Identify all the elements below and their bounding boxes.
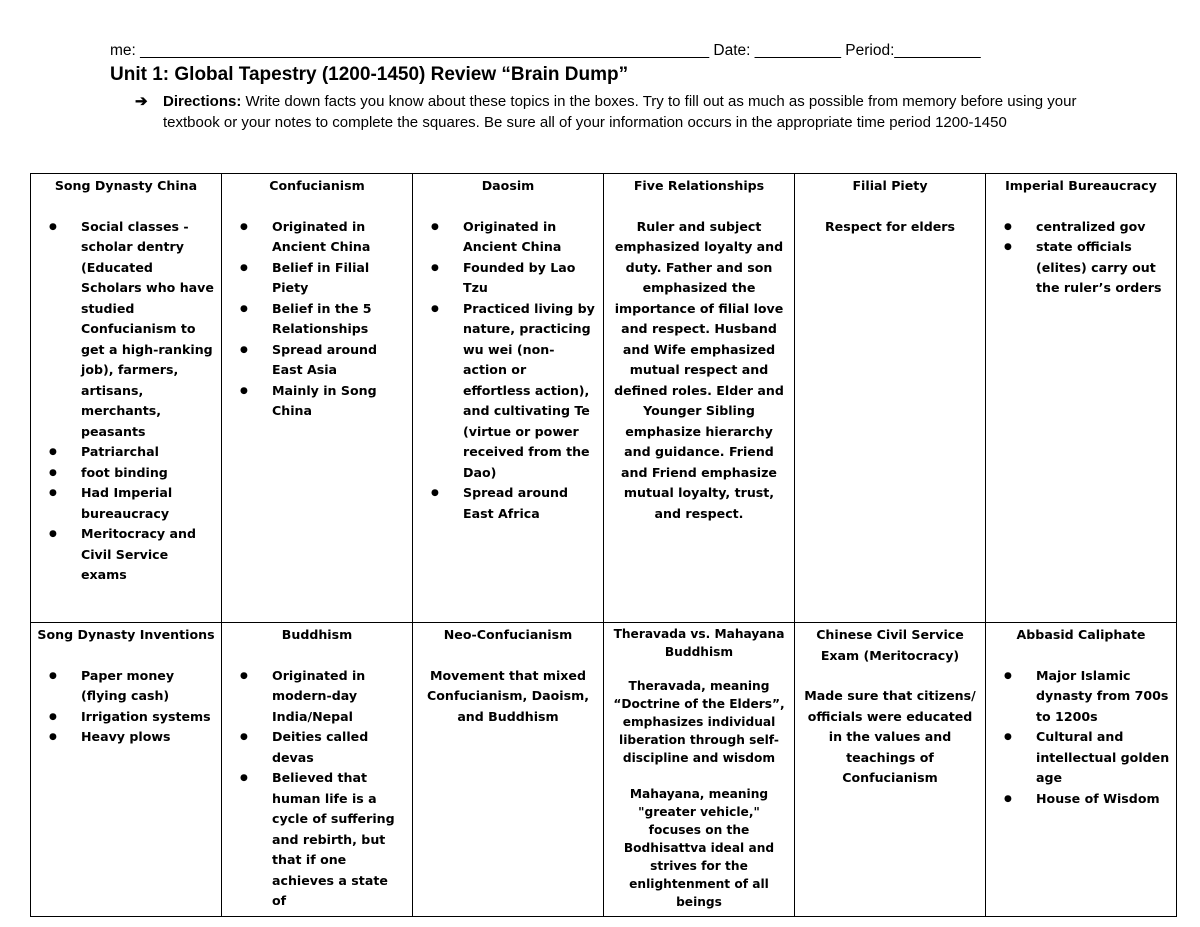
cell-confucianism[interactable] [222,174,413,623]
directions [135,92,1080,133]
cell-text: Ruler and subject emphasized loyalty and duty. Father and son emphasized the importance of filial love and respect. Husband and Wife emphasized mutual respect and defined roles. Elder and Younger Sibling emphasize hierarchy and guidance. Friend and Friend emphasize mutual loyalty, trust, and respect. [614,218,784,521]
list-item: ● Originated in Ancient China [463,217,597,258]
list-item: ● Belief in the 5 Relationships [272,299,406,340]
cell-title: Confucianism [269,178,365,193]
cell-abbasid-caliphate[interactable] [986,623,1177,917]
list-item: ● Believed that human life is a cycle of suffering and rebirth, but that if one achieves a state of [272,768,406,912]
list-item: ● Originated in Ancient China [272,217,406,258]
cell-title: Song Dynasty China [54,178,198,193]
cell-title: Five Relationships [633,178,765,193]
brain-dump-table [30,173,1177,917]
list-item: ● Deities called devas [272,727,406,768]
cell-title: Theravada vs. Mahayana Buddhism [613,627,785,659]
list-item: ● Practiced living by nature, practicing wu wei (non-action or effortless action), and cultivating Te (virtue or power received from the Dao) [463,299,597,484]
cell-title: Imperial Bureaucracy [1005,178,1157,193]
list-item: ● state officials (elites) carry out the ruler’s orders [1036,237,1170,299]
list-item: ● Heavy plows [81,727,215,748]
list-item: ● Belief in Filial Piety [272,258,406,299]
cell-song-dynasty-inventions[interactable] [31,623,222,917]
bullet-list [992,217,1170,299]
cell-title: Daosim [481,178,535,193]
cell-title: Filial Piety [852,178,928,193]
bullet-list [37,666,215,748]
list-item: ● Mainly in Song China [272,381,406,422]
arrow-right-icon: ➔ [135,93,148,110]
bullet-list [228,217,406,422]
list-item: ● Meritocracy and Civil Service exams [81,524,215,586]
theravada-text: Theravada, meaning “Doctrine of the Elders”, emphasizes individual liberation through self-discipline and wisdom [613,679,785,765]
bullet-list [419,217,597,525]
directions-label: Directions: [163,93,242,110]
list-item: ● Founded by Lao Tzu [463,258,597,299]
list-item: ● Spread around East Africa [463,483,597,524]
cell-civil-service-exam[interactable] [795,623,986,917]
page-title: Unit 1: Global Tapestry (1200-1450) Review “Brain Dump” [110,64,629,85]
cell-text: Made sure that citizens/ officials were educated in the values and teachings of Confucianism [804,688,976,785]
cell-title: Abbasid Caliphate [1016,627,1146,642]
table-row [31,174,1177,623]
list-item: ● centralized gov [1036,217,1170,238]
list-item: ● Social classes - scholar dentry (Educated Scholars who have studied Confucianism to get a high-ranking job), farmers, artisans, merchants, peasants [81,217,215,443]
cell-neo-confucianism[interactable] [413,623,604,917]
table-row [31,623,1177,917]
mahayana-text: Mahayana, meaning "greater vehicle," focuses on the Bodhisattva ideal and strives for the enlightenment of all beings [623,787,775,909]
cell-buddhism[interactable] [222,623,413,917]
list-item: ● Major Islamic dynasty from 700s to 1200s [1036,666,1170,728]
cell-five-relationships[interactable] [604,174,795,623]
cell-theravada-vs-mahayana[interactable] [604,623,795,917]
bullet-list [37,217,215,586]
list-item: ● Had Imperial bureaucracy [81,483,215,524]
cell-imperial-bureaucracy[interactable] [986,174,1177,623]
bullet-list [228,666,406,912]
bullet-list [992,666,1170,810]
cell-text: Respect for elders [824,218,955,234]
cell-title: Buddhism [281,627,353,642]
list-item: ● foot binding [81,463,215,484]
cell-title: Song Dynasty Inventions [37,627,215,642]
list-item: ● Originated in modern-day India/Nepal [272,666,406,728]
name-date-period-line: me: __________________________________________________________________ Date: __________ Period:__________ [110,42,981,59]
list-item: ● Irrigation systems [81,707,215,728]
list-item: ● Cultural and intellectual golden age [1036,727,1170,789]
cell-daoism[interactable] [413,174,604,623]
list-item: ● Paper money (flying cash) [81,666,215,707]
list-item: ● House of Wisdom [1036,789,1170,810]
list-item: ● Spread around East Asia [272,340,406,381]
cell-text: Movement that mixed Confucianism, Daoism, and Buddhism [427,667,589,724]
directions-text: Write down facts you know about these topics in the boxes. Try to fill out as much as possible from memory before using your textbook or your notes to complete the squares. Be sure all of your information occurs in the appropriate time period 1200-1450 [163,93,1077,131]
list-item: ● Patriarchal [81,442,215,463]
cell-filial-piety[interactable] [795,174,986,623]
cell-title: Neo-Confucianism [443,627,573,642]
cell-song-dynasty-china[interactable] [31,174,222,623]
cell-title: Chinese Civil Service Exam (Meritocracy) [816,627,964,663]
